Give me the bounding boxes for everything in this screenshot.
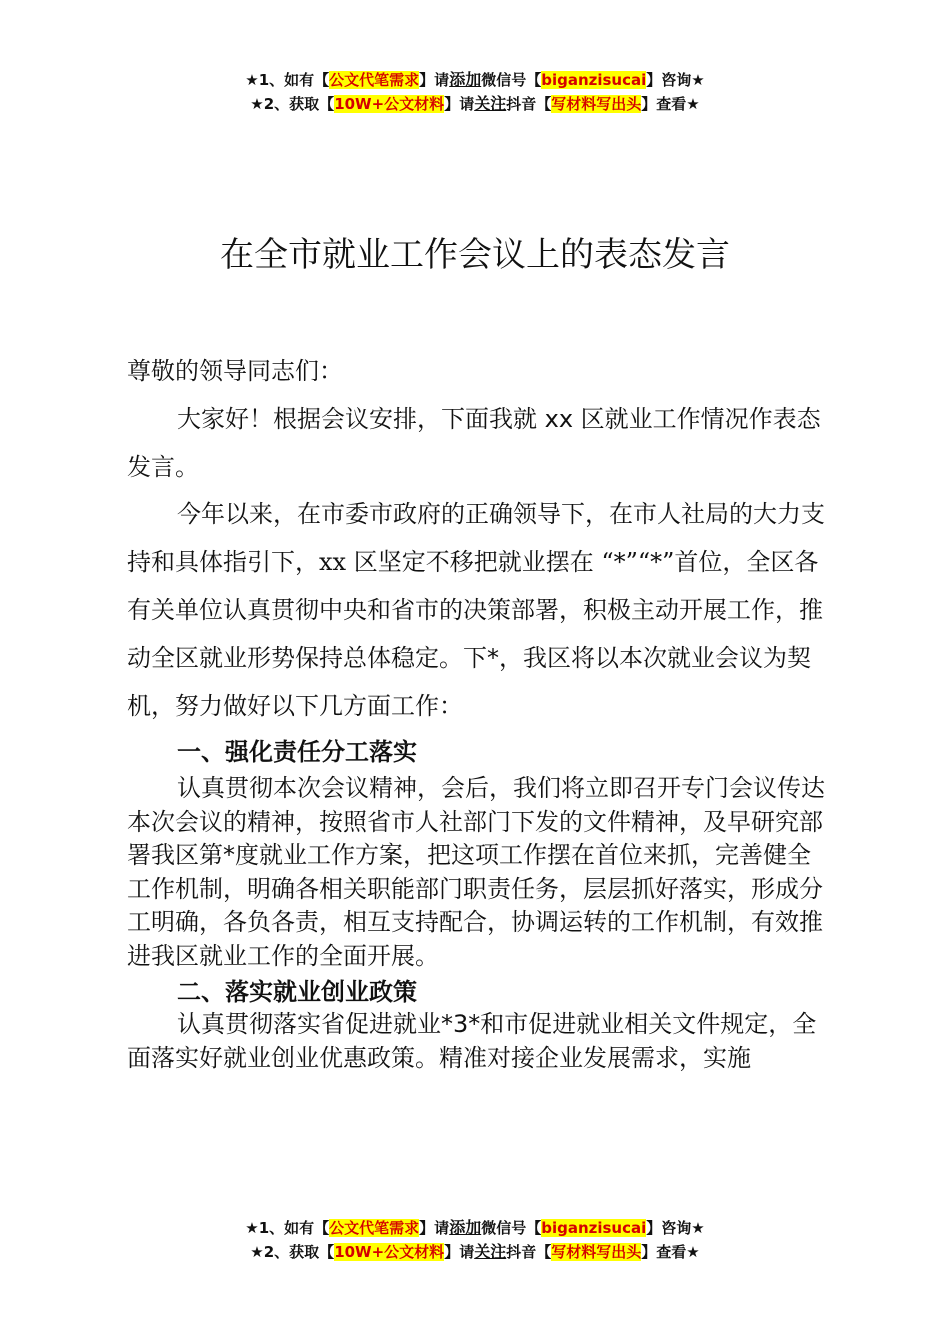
salutation: 尊敬的领导同志们： (127, 357, 343, 385)
banner-highlight: biganzisucai (541, 71, 647, 89)
banner-text: 】请 (444, 1243, 475, 1261)
paragraph-overview (127, 490, 827, 730)
section-heading-2: 二、落实就业创业政策 (177, 978, 417, 1006)
banner-highlight: 写材料写出头 (551, 1243, 642, 1261)
banner-text: ★2、获取【 (250, 95, 335, 113)
banner-text: 抖音【 (506, 1243, 552, 1261)
paragraph-text: 区坚定不移把就业摆在 (346, 548, 602, 576)
paragraph-section-1: 认真贯彻本次会议精神，会后，我们将立即召开专门会议传达本次会议的精神，按照省市人社部门下发的文件精神，及早研究部署我区第*度就业工作方案，把这项工作摆在首位来抓，完善健全工作机制，明确各相关职能部门职责任务，层层抓好落实，形成分工明确，各负各责，相互支持配合，协调运转的工作机制，有效推进我区就业工作的全面开展。 (127, 774, 825, 970)
banner-line-1 (0, 1216, 950, 1240)
banner-highlight: biganzisucai (541, 1219, 647, 1237)
section-heading-1: 一、强化责任分工落实 (177, 738, 417, 766)
banner-highlight: 公文代笔需求 (329, 1219, 420, 1237)
banner-text: 】查看★ (641, 1243, 700, 1261)
paragraph-greeting: 大家好！根据会议安排，下面我就 xx 区就业工作情况作表态发言。 (127, 405, 821, 481)
banner-line-2 (0, 1240, 950, 1264)
banner-line-2 (0, 92, 950, 116)
paragraph-text: 首位，全区各有关单位认真贯彻中央和省市的决策部署，积极主动开展工作，推动全区就业形势保持总体稳定。下*，我区将以本次就业会议为契机，努力做好以下几方面工作： (127, 548, 823, 720)
banner-highlight: 公文代笔需求 (329, 71, 420, 89)
banner-text: 】咨询★ (646, 1219, 705, 1237)
document-title: 在全市就业工作会议上的表态发言 (220, 234, 730, 275)
banner-text: ★2、获取【 (250, 1243, 335, 1261)
banner-text: 】请 (419, 71, 450, 89)
banner-text: 】查看★ (641, 95, 700, 113)
banner-text: ★1、如有【 (245, 1219, 330, 1237)
banner-text: 微信号【 (481, 71, 542, 89)
quoted-placeholder: “*”“*” (601, 548, 675, 576)
banner-text: 抖音【 (506, 95, 552, 113)
banner-emphasis: 添加 (449, 1218, 482, 1237)
banner-highlight: 10W+公文材料 (334, 95, 445, 113)
banner-text: 】咨询★ (646, 71, 705, 89)
banner-highlight: 10W+公文材料 (334, 1243, 445, 1261)
paragraph-section-2: 认真贯彻落实省促进就业*3*和市促进就业相关文件规定，全面落实好就业创业优惠政策。精准对接企业发展需求，实施 (127, 1010, 817, 1072)
header-banner (0, 68, 950, 116)
banner-text: ★1、如有【 (245, 71, 330, 89)
banner-emphasis: 添加 (449, 70, 482, 89)
district-placeholder: xx (319, 548, 347, 576)
banner-highlight: 写材料写出头 (551, 95, 642, 113)
banner-emphasis: 关注 (474, 94, 507, 113)
banner-text: 】请 (419, 1219, 450, 1237)
banner-emphasis: 关注 (474, 1242, 507, 1261)
banner-text: 微信号【 (481, 1219, 542, 1237)
paragraph-text: 今年以来，在市委市政府的正确领导下，在市人社局的大力支持和具体指引下， (127, 500, 825, 576)
banner-text: 】请 (444, 95, 475, 113)
footer-banner (0, 1216, 950, 1264)
banner-line-1 (0, 68, 950, 92)
